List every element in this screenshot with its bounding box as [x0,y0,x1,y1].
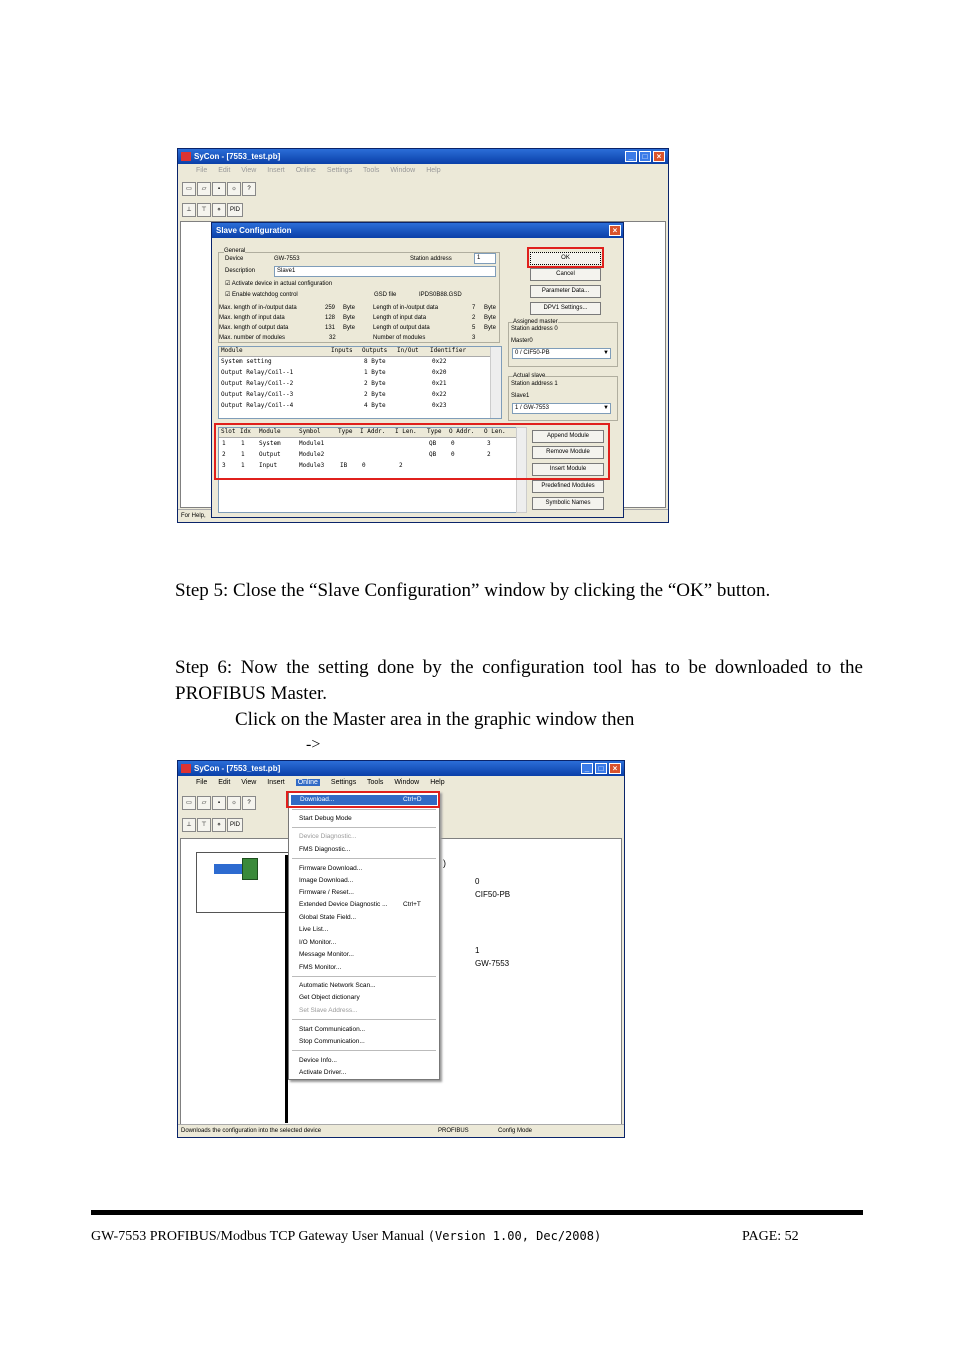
cell: System [259,440,281,447]
cell: 3 [222,462,226,469]
menu-item-firmware-reset[interactable]: Firmware / Reset... [299,889,354,896]
module-identifier: 0x21 [432,380,447,387]
open-icon[interactable]: ▱ [197,796,211,810]
limit-label: Max. number of modules [219,335,286,341]
master-icon[interactable]: ⊥ [182,818,196,832]
station-address-label: Station address [410,256,452,262]
menu-path-arrow: -> [306,736,321,753]
cell: 1 [241,462,245,469]
append-module-button[interactable]: Append Module [532,430,604,443]
cell: QB [429,451,437,458]
pid-tool[interactable]: PID [227,203,243,217]
limit-value: 131 [325,325,336,331]
ok-button[interactable]: OK [530,252,601,265]
col-o-addr: O Addr. [449,428,475,435]
master-icon[interactable]: ⊥ [182,203,196,217]
pid-tool[interactable]: PID [227,818,243,832]
menu-window[interactable]: Window [390,167,416,174]
menu-separator [292,827,436,828]
save-icon[interactable]: ▪ [212,182,226,196]
menu-view[interactable]: View [241,167,257,174]
help-icon[interactable]: ? [242,182,256,196]
module-identifier: 0x22 [432,391,447,398]
menu-item-device-diagnostic[interactable]: Device Diagnostic... [299,833,357,840]
watchdog-checkbox[interactable]: ☑ Enable watchdog control [225,292,298,298]
menu-tools[interactable]: Tools [363,167,380,174]
slave-name: GW-7553 [475,959,510,968]
maximize-button[interactable]: □ [639,151,651,162]
footer-page: PAGE: 52 [742,1229,799,1244]
module-identifier: 0x20 [432,369,447,376]
help-icon[interactable]: ? [242,796,256,810]
menu-item-fms-monitor[interactable]: FMS Monitor... [299,964,342,971]
col-type-out: Type [427,428,442,435]
limit-label: Max. length of in-/output data [219,305,297,311]
ok-highlight [527,247,604,268]
cell: 0 [451,451,455,458]
limit-label: Number of modules [373,335,426,341]
module-name: Output Relay/Coil--3 [221,391,294,398]
module-outputs: 1 Byte [364,369,386,376]
actual-name: Slave1 [511,393,530,399]
master-name: CIF50-PB [475,890,511,899]
title-bar [178,761,624,776]
minimize-button[interactable]: _ [581,763,593,774]
footer-manual-title [91,1229,601,1245]
menu-item-image-download[interactable]: Image Download... [299,877,354,884]
status-bar [178,1124,624,1137]
group-icon[interactable]: ⋄ [212,203,226,217]
menu-separator [292,1050,436,1051]
col-type-in: Type [338,428,353,435]
limit-label: Length of input data [373,315,427,321]
dialog-title-bar [212,223,623,238]
click-instruction: Click on the Master area in the graphic window then [235,709,635,730]
menu-item-start-communication[interactable]: Start Communication... [299,1026,366,1033]
general-label: General [224,248,246,254]
status-help: For Help, [181,513,206,519]
actual-slave-value: 1 / GW-7553 [515,405,549,411]
dialog-close-button[interactable]: × [609,225,621,236]
menu-bar [178,164,668,177]
col-i-addr: I Addr. [360,428,386,435]
menu-tools[interactable]: Tools [367,779,384,786]
cancel-button[interactable]: Cancel [530,268,601,281]
limit-label: Max. length of input data [219,315,285,321]
actual-station: Station address 1 [511,381,558,387]
footer-version: (Version 1.00, Dec/2008) [427,1229,602,1243]
chevron-down-icon[interactable]: ▼ [603,350,609,356]
limit-value: 32 [329,335,336,341]
menu-separator [292,976,436,977]
footer-rule [91,1210,863,1215]
cell: 1 [241,440,245,447]
insert-module-button[interactable]: Insert Module [532,463,604,476]
cell: 2 [399,462,403,469]
actual-slave-select[interactable] [512,403,611,414]
download-highlight [286,791,440,808]
watchdog-label: Enable watchdog control [232,292,298,298]
menu-item-extended-diagnostic[interactable]: Extended Device Diagnostic ... [299,901,388,908]
menu-insert[interactable]: Insert [267,779,285,786]
activate-label: Activate device in actual configuration [231,281,333,287]
menu-help[interactable]: Help [426,167,441,174]
parameter-data-button[interactable]: Parameter Data... [530,285,601,298]
dialog-title: Slave Configuration [216,226,292,235]
menu-item-fms-diagnostic[interactable]: FMS Diagnostic... [299,846,351,853]
col-idx: Idx [240,428,251,435]
master-station: 0 [475,877,480,886]
limit-value: 5 [472,325,476,331]
title-bar [178,149,668,164]
toolbar-1 [182,182,257,198]
debug-icon[interactable]: ☼ [227,796,241,810]
module-name: Output Relay/Coil--2 [221,380,294,387]
debug-icon[interactable]: ☼ [227,182,241,196]
menu-item-activate-driver[interactable]: Activate Driver... [299,1069,347,1076]
status-help: Downloads the configuration into the selected device [181,1128,322,1134]
limit-unit: Byte [484,305,497,311]
actual-slave-label: Actual slave [513,373,546,379]
sycon-app-icon [181,764,191,773]
minimize-button[interactable]: _ [625,151,637,162]
menu-settings[interactable]: Settings [330,779,357,786]
slave-icon[interactable]: ⊤ [197,818,211,832]
slave-icon[interactable]: ⊤ [197,203,211,217]
cell: QB [429,440,437,447]
module-name: System setting [221,358,272,365]
window-title: SyCon - [7553_test.pb] [194,152,281,161]
footer-manual: GW-7553 PROFIBUS/Modbus TCP Gateway User Manual [91,1229,425,1244]
slave-station: 1 [475,946,480,955]
cell: 1 [222,440,226,447]
menu-item-firmware-download[interactable]: Firmware Download... [299,865,363,872]
limit-unit: Byte [343,325,356,331]
master-paren: ) [443,858,446,868]
module-outputs: 4 Byte [364,402,386,409]
sycon-app-icon [181,152,191,161]
toolbar-1 [182,796,257,812]
menu-bar [178,776,624,789]
menu-item-object-dictionary[interactable]: Get Object dictionary [299,994,360,1001]
menu-settings[interactable]: Settings [326,167,353,174]
window-title: SyCon - [7553_test.pb] [194,764,281,773]
menu-online[interactable]: Online [295,167,316,174]
station-address-field[interactable]: 1 [474,253,496,264]
menu-item-set-slave-address[interactable]: Set Slave Address... [299,1007,358,1014]
menu-separator [292,1019,436,1020]
cell: 3 [487,440,491,447]
module-identifier: 0x23 [432,402,447,409]
master-device-icon [214,858,260,882]
module-outputs: 8 Byte [364,358,386,365]
device-label: Device [225,256,244,262]
limit-value: 2 [472,315,476,321]
limit-value: 7 [472,305,476,311]
limit-unit: Byte [343,305,356,311]
limit-unit: Byte [484,315,497,321]
step-5-paragraph: Step 5: Close the “Slave Configuration” window by clicking the “OK” button. [175,580,771,601]
col-identifier: Identifier [430,347,467,354]
status-bus: PROFIBUS [438,1128,469,1134]
assigned-name: Master0 [511,338,533,344]
module-outputs: 2 Byte [364,380,386,387]
assigned-master-label: Assigned master [513,319,558,325]
menu-view[interactable]: View [241,779,257,786]
module-identifier: 0x22 [432,358,447,365]
new-icon[interactable]: ▭ [182,182,196,196]
cell: 0 [451,440,455,447]
cell: Module1 [299,440,325,447]
description-label: Description [225,268,256,274]
menu-item-network-scan[interactable]: Automatic Network Scan... [299,982,376,989]
device-value: GW-7553 [274,256,300,262]
col-module: Module [259,428,281,435]
toolbar-2 [182,818,244,834]
step-6-paragraph: Step 6: Now the setting done by the configuration tool has to be downloaded to the PROFIBUS Master. [175,657,863,704]
limit-value: 259 [325,305,336,311]
menu-separator [292,858,436,859]
cell: 1 [241,451,245,458]
assigned-master-value: 0 / CIF50-PB [515,350,550,356]
cell: IB [340,462,348,469]
menu-help[interactable]: Help [430,779,445,786]
menu-item-io-monitor[interactable]: I/O Monitor... [299,939,337,946]
menu-edit[interactable]: Edit [218,779,231,786]
cell: Module3 [299,462,325,469]
download-label: Download... [300,796,335,803]
col-inout: In/Out [397,347,419,354]
status-mode: Config Mode [498,1128,533,1134]
menu-item-live-list[interactable]: Live List... [299,926,329,933]
menu-separator [292,809,436,810]
menu-item-message-monitor[interactable]: Message Monitor... [299,951,354,958]
col-symbol: Symbol [299,428,321,435]
col-inputs: Inputs [331,347,353,354]
limit-value: 3 [472,335,476,341]
col-module: Module [221,347,243,354]
cell: 2 [487,451,491,458]
predefined-modules-button[interactable]: Predefined Modules [532,480,604,493]
cell: 0 [362,462,366,469]
module-name: Output Relay/Coil--4 [221,402,294,409]
assigned-station: Station address 0 [511,326,558,332]
menu-file[interactable]: File [196,779,208,786]
open-icon[interactable]: ▱ [197,182,211,196]
module-header-row [219,347,491,357]
col-slot: Slot [221,428,236,435]
menu-window[interactable]: Window [394,779,420,786]
menu-edit[interactable]: Edit [218,167,231,174]
module-list[interactable] [218,346,502,419]
menu-item-global-state[interactable]: Global State Field... [299,914,357,921]
cell: Module2 [299,451,325,458]
cell: Input [259,462,278,469]
save-icon[interactable]: ▪ [212,796,226,810]
description-field[interactable]: Slave1 [274,266,496,277]
close-button[interactable]: × [653,151,665,162]
cell: Output [259,451,281,458]
module-outputs: 2 Byte [364,391,386,398]
gsd-value: IPDS0B88.GSD [419,292,462,298]
limit-label: Length of output data [373,325,430,331]
menu-item-start-debug[interactable]: Start Debug Mode [299,815,352,822]
menu-online[interactable]: Online [297,779,318,786]
limit-value: 128 [325,315,336,321]
col-i-len: I Len. [395,428,417,435]
chevron-down-icon[interactable]: ▼ [603,405,609,411]
online-menu [288,791,440,1080]
module-name: Output Relay/Coil--1 [221,369,294,376]
limit-unit: Byte [484,325,497,331]
menu-item-device-info[interactable]: Device Info... [299,1057,337,1064]
download-shortcut: Ctrl+D [403,796,422,803]
module-scrollbar[interactable] [490,347,501,418]
assigned-master-select[interactable] [512,348,611,359]
menu-insert[interactable]: Insert [267,167,285,174]
maximize-button[interactable]: □ [595,763,607,774]
menu-item-stop-communication[interactable]: Stop Communication... [299,1038,365,1045]
extended-diagnostic-shortcut: Ctrl+T [403,901,421,908]
limit-label: Length of in-/output data [373,305,439,311]
dpv1-settings-button[interactable]: DPV1 Settings... [530,302,601,315]
group-icon[interactable]: ⋄ [212,818,226,832]
limit-unit: Byte [343,315,356,321]
limit-label: Max. length of output data [219,325,289,331]
toolbar-2 [182,203,244,219]
remove-module-button[interactable]: Remove Module [532,446,604,459]
col-outputs: Outputs [362,347,388,354]
cell: 2 [222,451,226,458]
close-button[interactable]: × [609,763,621,774]
col-o-len: O Len. [484,428,506,435]
slot-list-highlight [214,423,610,480]
menu-file[interactable]: File [196,167,208,174]
symbolic-names-button[interactable]: Symbolic Names [532,497,604,510]
gsd-label: GSD file [374,292,397,298]
activate-checkbox[interactable]: ☑ Activate device in actual configuration [225,281,333,287]
new-icon[interactable]: ▭ [182,796,196,810]
